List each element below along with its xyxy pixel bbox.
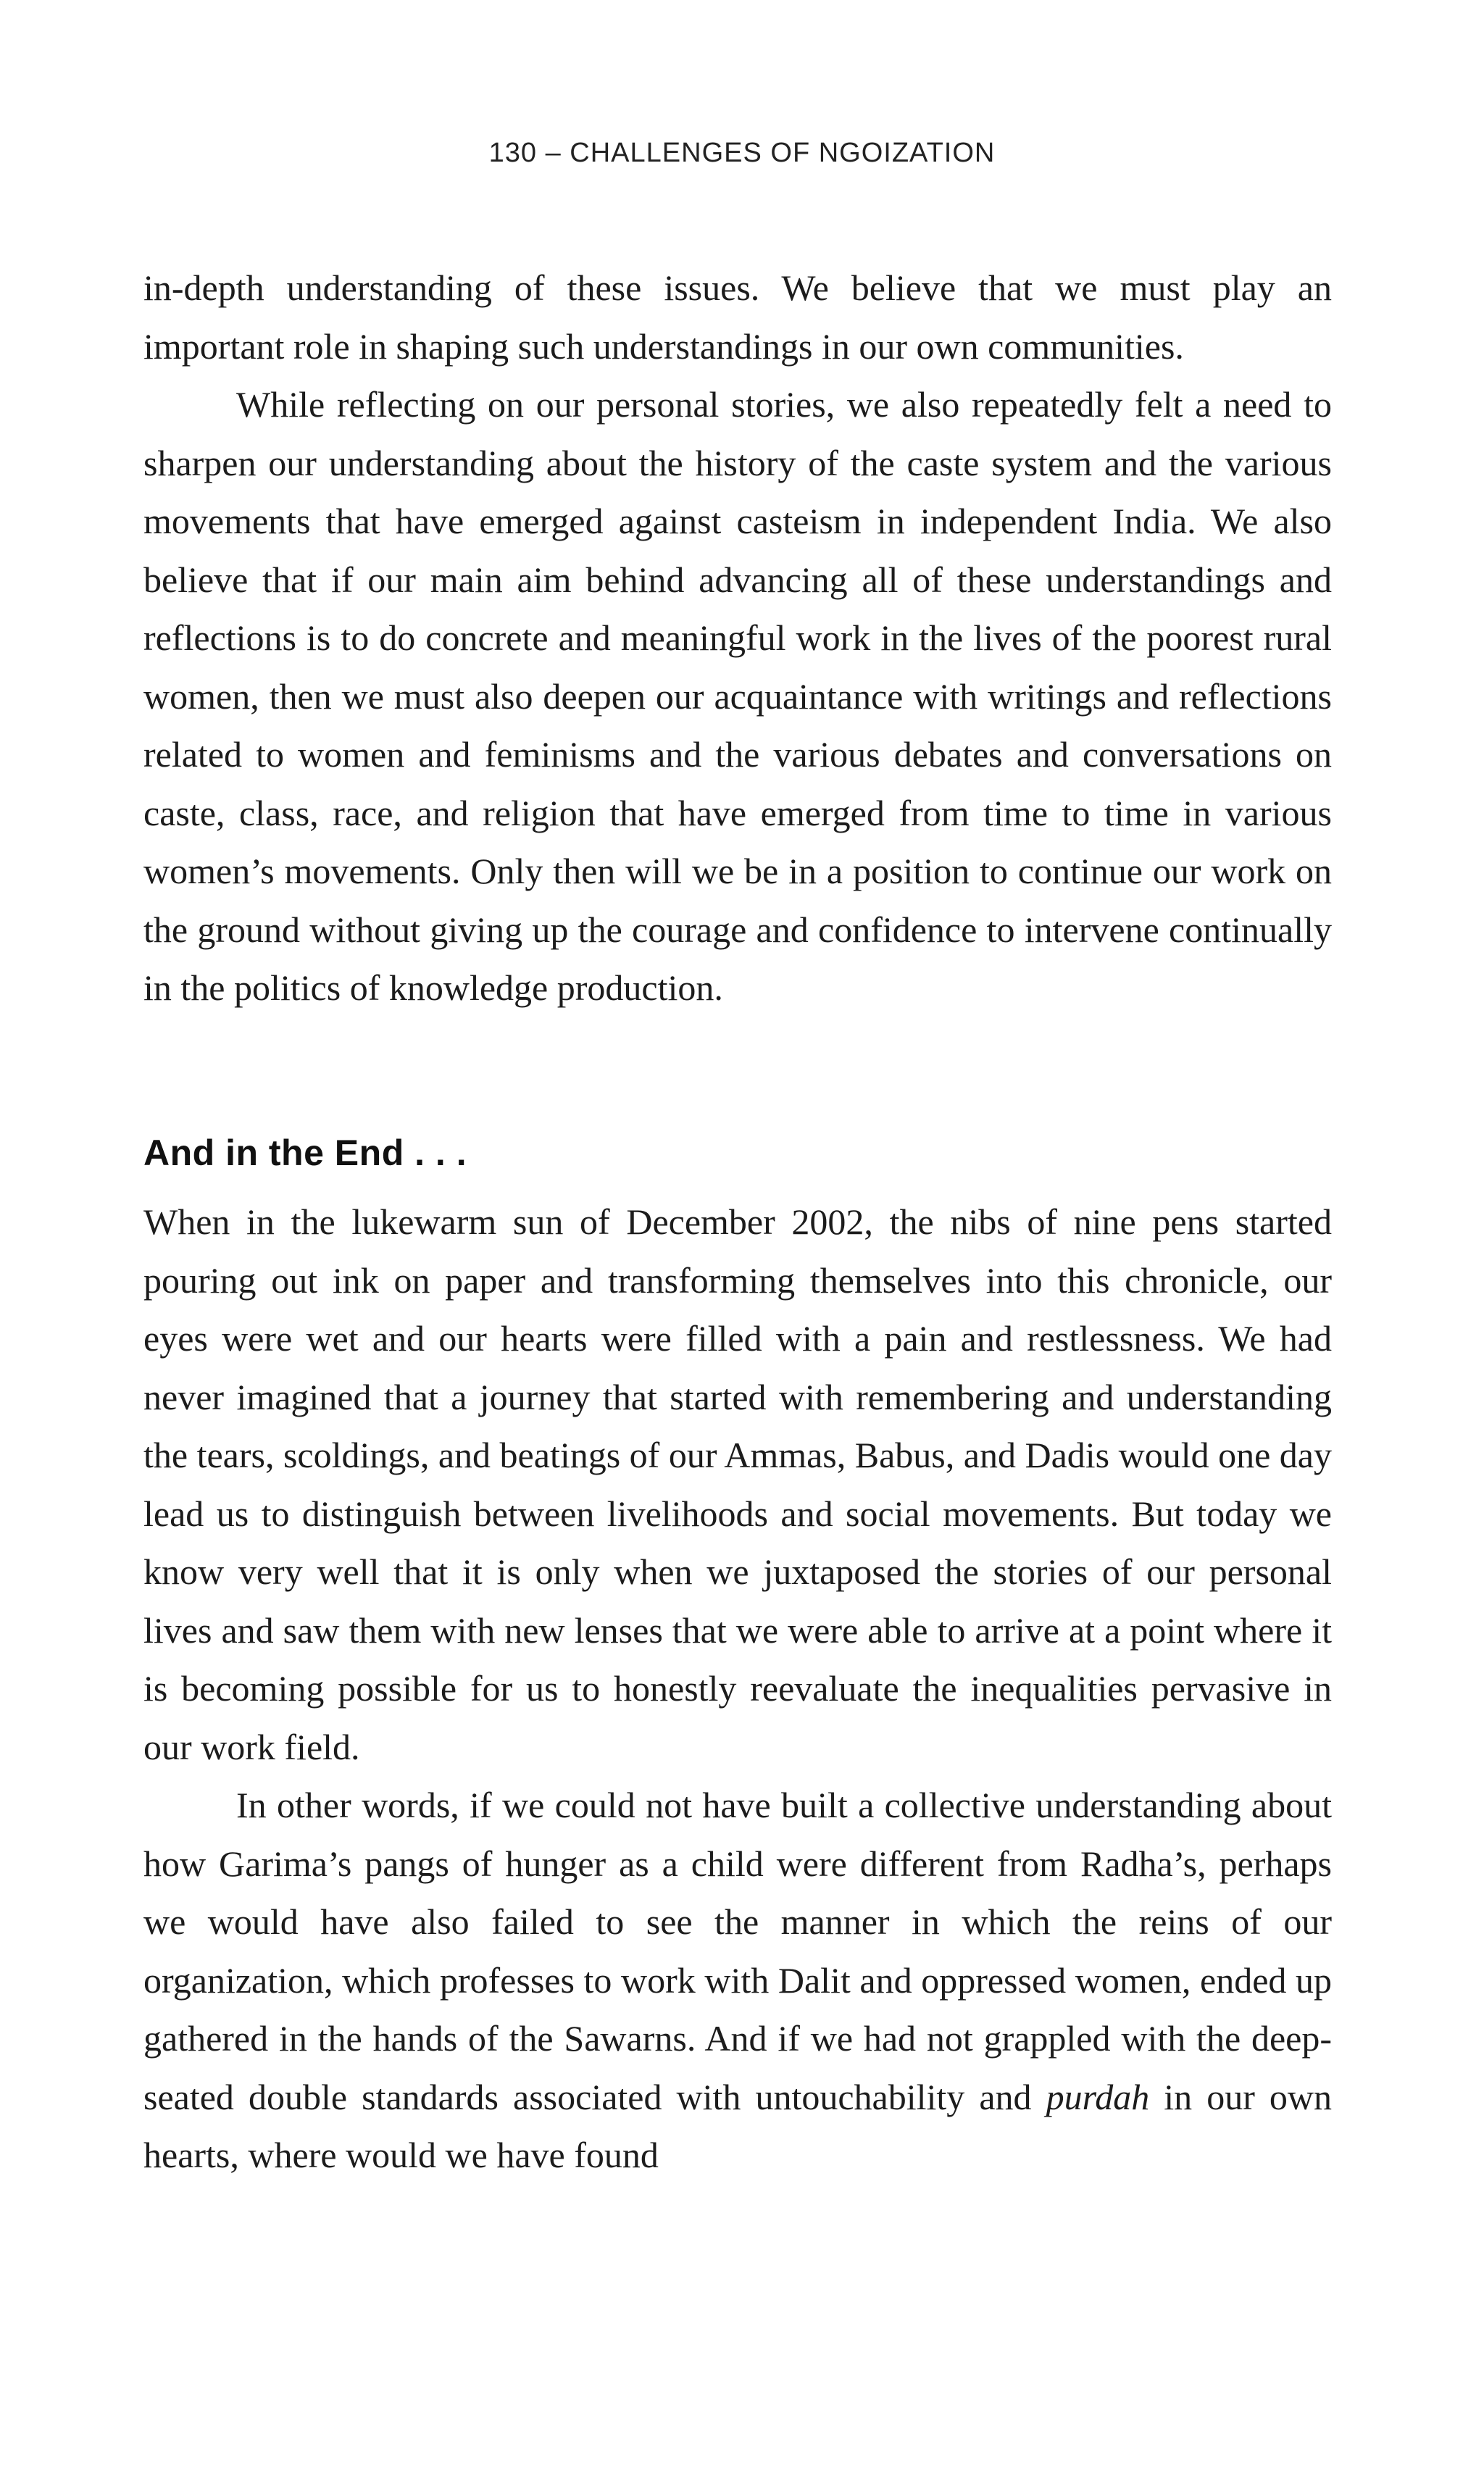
section-heading: And in the End . . . bbox=[143, 1133, 467, 1173]
paragraph-continuation: in-depth understanding of these issues. We believe that we must play an important role in shaping such understandings in our own communities. bbox=[143, 267, 1332, 367]
paragraph-december-2002: When in the lukewarm sun of December 2002, the nibs of nine pens started pouring out ink on paper and transforming themselves into this chronicle, our eyes were wet and our hearts were filled with a pain and restlessness. We had never imagined that a journey that started with remembering and understanding the tears, scoldings, and beatings of our Ammas, Babus, and Dadis would one day lead us to distinguish between livelihoods and social movements. But today we know very well that it is only when we juxtaposed the stories of our personal lives and saw them with new lenses that we were able to arrive at a point where it is becoming possible for us to honestly reevaluate the inequalities pervasive in our work field. bbox=[143, 1201, 1332, 1767]
paragraph-reflecting: While reflecting on our personal stories, we also repeatedly felt a need to sharpen our understanding about the history of the caste system and the various movements that have emerged against casteism in independent India. We also believe that if our main aim behind advancing all of these understandings and reflections is to do concrete and meaningful work in the lives of the poorest rural women, then we must also deepen our acquaintance with writings and reflections related to women and feminisms and the various debates and conversations on caste, class, race, and religion that have emerged from time to time in various women’s movements. Only then will we be in a position to continue our work on the ground without giving up the courage and confidence to intervene continually in the politics of knowledge production. bbox=[143, 384, 1332, 1008]
body-text-before-section bbox=[143, 259, 1332, 1017]
italic-term-purdah: purdah bbox=[1046, 2076, 1150, 2117]
running-head: 130 – CHALLENGES OF NGOIZATION bbox=[488, 138, 996, 168]
paragraph-in-other-words bbox=[143, 1776, 1332, 2185]
paragraph-text-after-italic: in our own hearts, where would we have found bbox=[143, 2076, 1332, 2175]
body-text-after-section bbox=[143, 1193, 1332, 2185]
paragraph-text-before-italic: In other words, if we could not have built a collective understanding about how Garima’s pangs of hunger as a child were different from Radha’s, perhaps we would have also failed to see the manner in which the reins of our organization, which professes to work with Dalit and oppressed women, ended up gathered in the hands of the Sawarns. And if we had not grappled with the deep-seated double standards associated with untouchability and bbox=[143, 1785, 1332, 2117]
